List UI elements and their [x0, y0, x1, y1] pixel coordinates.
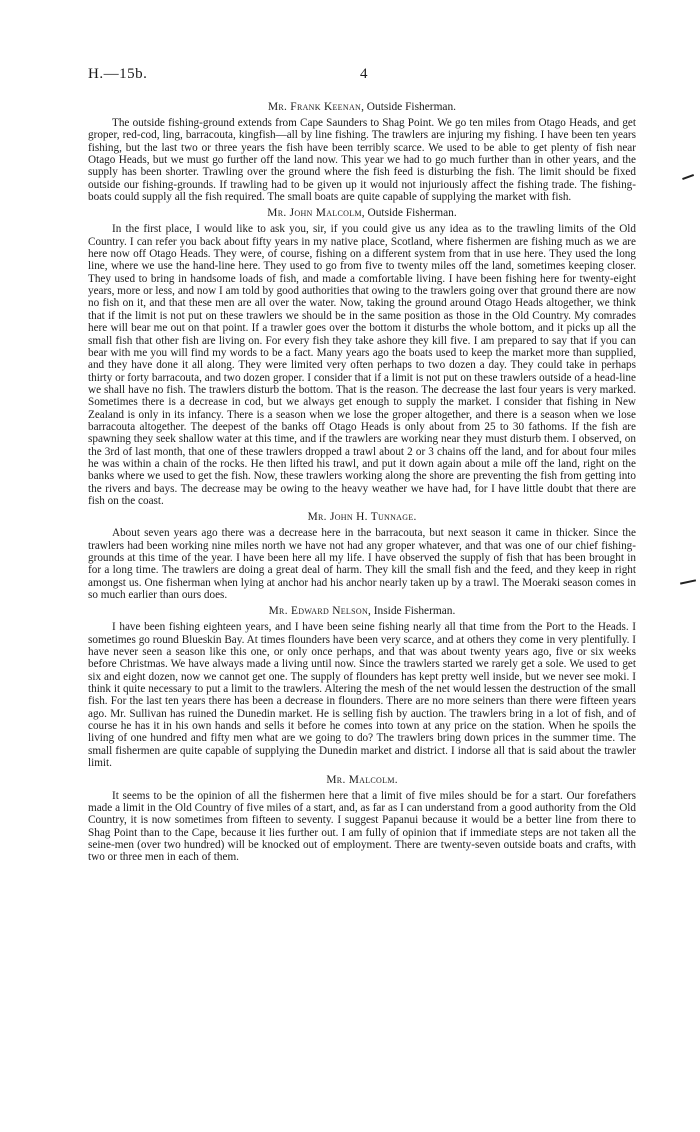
- speaker-heading: [88, 511, 636, 524]
- document-body: [88, 97, 636, 864]
- speaker-name: Mr. Malcolm: [326, 773, 395, 786]
- speaker-name: Mr. John Malcolm: [267, 207, 362, 220]
- speaker-heading: [88, 774, 636, 787]
- testimony-paragraph: It seems to be the opinion of all the fishermen here that a limit of five miles should be for a start. Our forefathers made a limit in the Old Country of five miles of a start, and, as far as I can understand from a good authority from the Old Country, it is now sometimes from fifteen to seventy. I suggest Papanui because it would be a better line from there to Shag Point than to the Cape, because it lies further out. I am fully of opinion that if immediate steps are not taken all the seine-men (over two hundred) will be knocked out of employment. There are twenty-seven outside boats and crafts, with two or three men in each of them.: [88, 789, 636, 864]
- speaker-role: , Outside Fisherman.: [361, 101, 457, 113]
- testimony-section: [88, 101, 636, 203]
- speaker-role: .: [413, 511, 417, 524]
- speaker-name: Mr. John H. Tunnage: [307, 511, 414, 524]
- speaker-role: , Inside Fisherman.: [368, 605, 456, 618]
- speaker-name: Mr. Edward Nelson: [268, 605, 369, 618]
- speaker-heading: [88, 605, 636, 618]
- margin-mark: [682, 174, 694, 180]
- page-header: [88, 66, 636, 88]
- page-number: 4: [360, 66, 368, 82]
- speaker-name: Mr. Frank Keenan: [267, 101, 362, 113]
- speaker-role: , Outside Fisherman.: [361, 207, 457, 220]
- testimony-paragraph: I have been fishing eighteen years, and I have been seine fishing nearly all that time from the Port to the Heads. I sometimes go round Blueskin Bay. At times flounders have been very scarce, and at others they come in very plentifully. I have never seen a season like this one, or only once perhaps, and that was about twenty years ago, five or six weeks before Christmas. We have always made a living until now. Since the trawlers started we rarely get a sole. We used to get six and eight dozen, now we cannot get one. The supply of flounders has kept pretty well inside, but we never see moki. I think it quite necessary to put a limit to the trawlers. Altering the mesh of the net would lessen the destruction of the small fish. For the last ten years there has been a decrease in flounders. There are no more seiners than there were fifteen years ago. Mr. Sullivan has ruined the Dunedin market. He is selling fish by auction. The trawlers bring in a lot of fish, and of course he has it in his own hands and sells it before he comes into town at any price on the station. When he spoils the living of one hundred and fifty men what are we going to do? The trawlers bring down prices in the summer time. The small fishermen are quite capable of supplying the Dunedin market and district. I indorse all that is said about the trawler limit.: [88, 621, 636, 770]
- testimony-section: [88, 511, 636, 601]
- testimony-paragraph: In the first place, I would like to ask you, sir, if you could give us any idea as to the trawling limits of the Old Country. I can refer you back about fifty years in my native place, Scotland, where fishermen are fishing much as we are here now off Otago Heads. They were, of course, fishing on a different system from that in use here. They used the long line, where we use the hand-line here. They used to go from five to twenty miles off the land, sometimes keeping closer. They used to bring in handsome loads of fish, and made a comfortable living. I have been fishing here for twenty-eight years, more or less, and now I am told by good authorities that owing to the trawlers going over that ground there are now no fish on it, and that these men are all over the water. Now, taking the ground around Otago Heads altogether, we think that if the limit is not put on these trawlers we should be in the same position as those in the Old Country. My comrades here will bear me out on that point. If a trawler goes over the bottom it disturbs the whole bottom, and it picks up all the small fish that other fish are living on. For every fish they take ashore they kill five. I am prepared to say that if you can bear with me you will find my words to be a fact. Many years ago the boats used to keep the market more than supplied, and they have done it all along. They were limited very often perhaps to two dozen a day. They could take in perhaps thirty or forty barracouta, and two dozen groper. I consider that if a limit is not put on these trawlers outside of a head-line we shall have no fish. The trawlers disturb the bottom. That is the reason. The decrease the last four years is very marked. Sometimes there is a decrease in cod, but we always get enough to supply the market. I consider that fishing in New Zealand is only in its infancy. There is a season when we lose the groper altogether, and there is a season when we lose barracouta altogether. The deepest of the banks off Otago Heads is only about from 25 to 30 fathoms. If the fish are spawning they seek shallow water at this time, and if the trawlers are working near they must disturb them. I observed, on the 3rd of last month, that one of these trawlers dropped a trawl about 2 or 3 chains off the land, and for about four miles he was within a chain of the rocks. He then lifted his trawl, and put it down again about a mile off the land, right on the banks where we used to get the fish. Now, these trawlers working along the shore are preventing the fish from getting into the rivers and bays. The decrease may be owing to the heavy weather we have had, for I have little doubt that there are fish on the coast.: [88, 223, 636, 507]
- testimony-section: [88, 207, 636, 507]
- speaker-heading: [88, 207, 636, 220]
- document-reference: H.—15b.: [88, 66, 148, 82]
- testimony-paragraph: The outside fishing-ground extends from Cape Saunders to Shag Point. We go ten miles from Otago Heads, and get groper, red-cod, ling, barracouta, kingfish—all by line fishing. The trawlers are injuring my fishing. I have been ten years fishing, but the last two or three years the fish have been terribly scarce. We used to be able to get plenty of fish near Otago Heads, but we must go further off the land now. This year we had to go much further than in other years, and the supply has been shorter. Trawling over the ground where the fish feed is disturbing the fish. The limit should be fixed outside our fishing-grounds. If trawling had to be given up it would not injuriously affect the fishing trade. The fishing-boats could supply all the fish required. The small boats are quite capable of supplying the market with fish.: [88, 117, 636, 204]
- testimony-section: [88, 774, 636, 864]
- testimony-paragraph: About seven years ago there was a decrease here in the barracouta, but next season it came in thicker. Since the trawlers had been working nine miles north we have not had any groper whatever, and that was one of our chief fishing-grounds at this time of the year. I have been here all my life. I have observed the supply of fish that has been brought in for a long time. The trawlers are doing a great deal of harm. They kill the small fish and the feed, and they keep in right amongst us. One fisherman when lying at anchor had his anchor nearly taken up by a trawl. The Moeraki season comes in so much earlier than ours does.: [88, 527, 636, 602]
- testimony-section: [88, 605, 636, 769]
- speaker-role: .: [394, 773, 398, 786]
- margin-mark: [680, 579, 696, 584]
- speaker-heading: [88, 101, 636, 114]
